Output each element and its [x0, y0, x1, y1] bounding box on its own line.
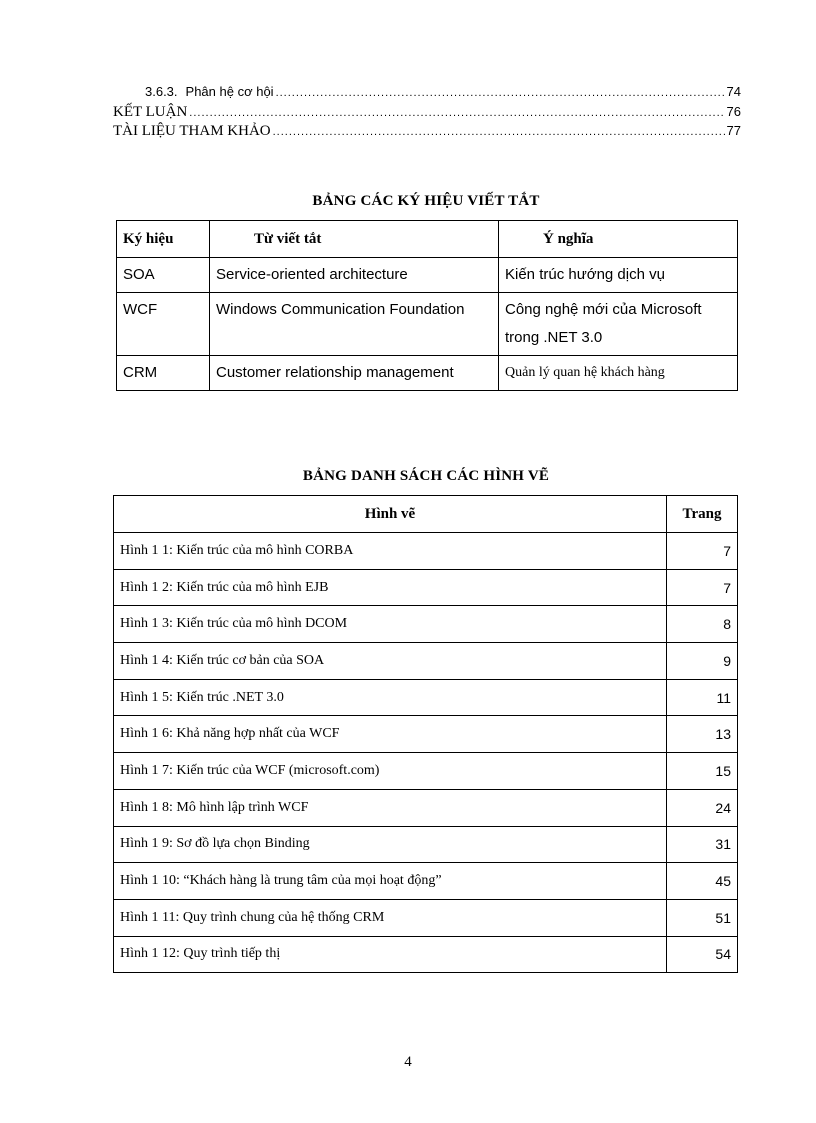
figure-page: 9: [667, 643, 738, 680]
table-row: [114, 606, 738, 643]
abbr-term: Customer relationship management: [210, 356, 499, 391]
figure-page: 51: [667, 899, 738, 936]
figure-page: 24: [667, 789, 738, 826]
figures-title: BẢNG DANH SÁCH CÁC HÌNH VẼ: [302, 468, 550, 484]
toc-entry-page: 77: [726, 123, 741, 138]
toc-entry[interactable]: [113, 82, 741, 102]
abbr-term: Windows Communication Foundation: [210, 293, 499, 356]
figure-page: 7: [667, 569, 738, 606]
toc-entry-text: KẾT LUẬN: [113, 103, 188, 120]
figure-page: 13: [667, 716, 738, 753]
abbr-meaning: Quản lý quan hệ khách hàng: [499, 356, 738, 391]
abbreviations-table: [116, 220, 738, 391]
figure-caption: Hình 1 7: Kiến trúc của WCF (microsoft.com): [114, 753, 667, 790]
figure-caption: Hình 1 8: Mô hình lập trình WCF: [114, 789, 667, 826]
figure-caption: Hình 1 12: Quy trình tiếp thị: [114, 936, 667, 973]
table-row: [114, 863, 738, 900]
figures-table: [113, 495, 738, 973]
figure-caption: Hình 1 6: Khả năng hợp nhất của WCF: [114, 716, 667, 753]
table-row: [114, 716, 738, 753]
toc-entry[interactable]: [113, 121, 741, 141]
figure-caption: Hình 1 1: Kiến trúc của mô hình CORBA: [114, 533, 667, 570]
column-header-symbol: Ký hiệu: [117, 221, 210, 258]
column-header-meaning: Ý nghĩa: [499, 221, 738, 258]
page-number: 4: [404, 1054, 412, 1070]
toc-entry-page: 76: [726, 103, 741, 119]
figure-caption: Hình 1 3: Kiến trúc của mô hình DCOM: [114, 606, 667, 643]
figure-page: 7: [667, 533, 738, 570]
table-row: [114, 826, 738, 863]
figure-caption: Hình 1 9: Sơ đồ lựa chọn Binding: [114, 826, 667, 863]
toc-entry-page: 74: [726, 84, 741, 99]
table-row: [114, 899, 738, 936]
column-header-term: Từ viết tắt: [210, 221, 499, 258]
toc-entry[interactable]: [113, 102, 741, 122]
abbr-meaning: Công nghệ mới của Microsoft trong .NET 3.0: [499, 293, 738, 356]
figure-page: 54: [667, 936, 738, 973]
figure-caption: Hình 1 4: Kiến trúc cơ bản của SOA: [114, 643, 667, 680]
abbr-meaning: Kiến trúc hướng dịch vụ: [499, 258, 738, 293]
toc-entry-text: TÀI LIỆU THAM KHẢO: [113, 123, 271, 139]
table-row: [117, 356, 738, 391]
abbreviations-title: BẢNG CÁC KÝ HIỆU VIẾT TẮT: [312, 193, 540, 209]
table-row: [114, 789, 738, 826]
figure-caption: Hình 1 10: “Khách hàng là trung tâm của mọi hoạt động”: [114, 863, 667, 900]
table-row: [117, 293, 738, 356]
figure-page: 8: [667, 606, 738, 643]
table-row: [114, 533, 738, 570]
abbr-symbol: WCF: [117, 293, 210, 356]
toc-leader-dots: [276, 84, 725, 104]
table-header-row: [117, 221, 738, 258]
abbr-symbol: SOA: [117, 258, 210, 293]
table-row: [114, 679, 738, 716]
figure-caption: Hình 1 11: Quy trình chung của hệ thống CRM: [114, 899, 667, 936]
table-row: [114, 753, 738, 790]
table-row: [114, 569, 738, 606]
table-row: [114, 936, 738, 973]
toc-leader-dots: [189, 104, 724, 124]
figure-page: 31: [667, 826, 738, 863]
table-of-contents: [113, 82, 741, 141]
toc-leader-dots: [273, 123, 725, 143]
column-header-page: Trang: [667, 496, 738, 533]
table-header-row: [114, 496, 738, 533]
figure-caption: Hình 1 5: Kiến trúc .NET 3.0: [114, 679, 667, 716]
table-row: [114, 643, 738, 680]
toc-entry-number: 3.6.3.: [145, 84, 178, 99]
abbr-symbol: CRM: [117, 356, 210, 391]
table-row: [117, 258, 738, 293]
column-header-figure: Hình vẽ: [114, 496, 667, 533]
figure-page: 45: [667, 863, 738, 900]
figure-caption: Hình 1 2: Kiến trúc của mô hình EJB: [114, 569, 667, 606]
figure-page: 11: [667, 679, 738, 716]
abbr-term: Service-oriented architecture: [210, 258, 499, 293]
figure-page: 15: [667, 753, 738, 790]
toc-entry-text: Phân hệ cơ hội: [185, 84, 274, 99]
